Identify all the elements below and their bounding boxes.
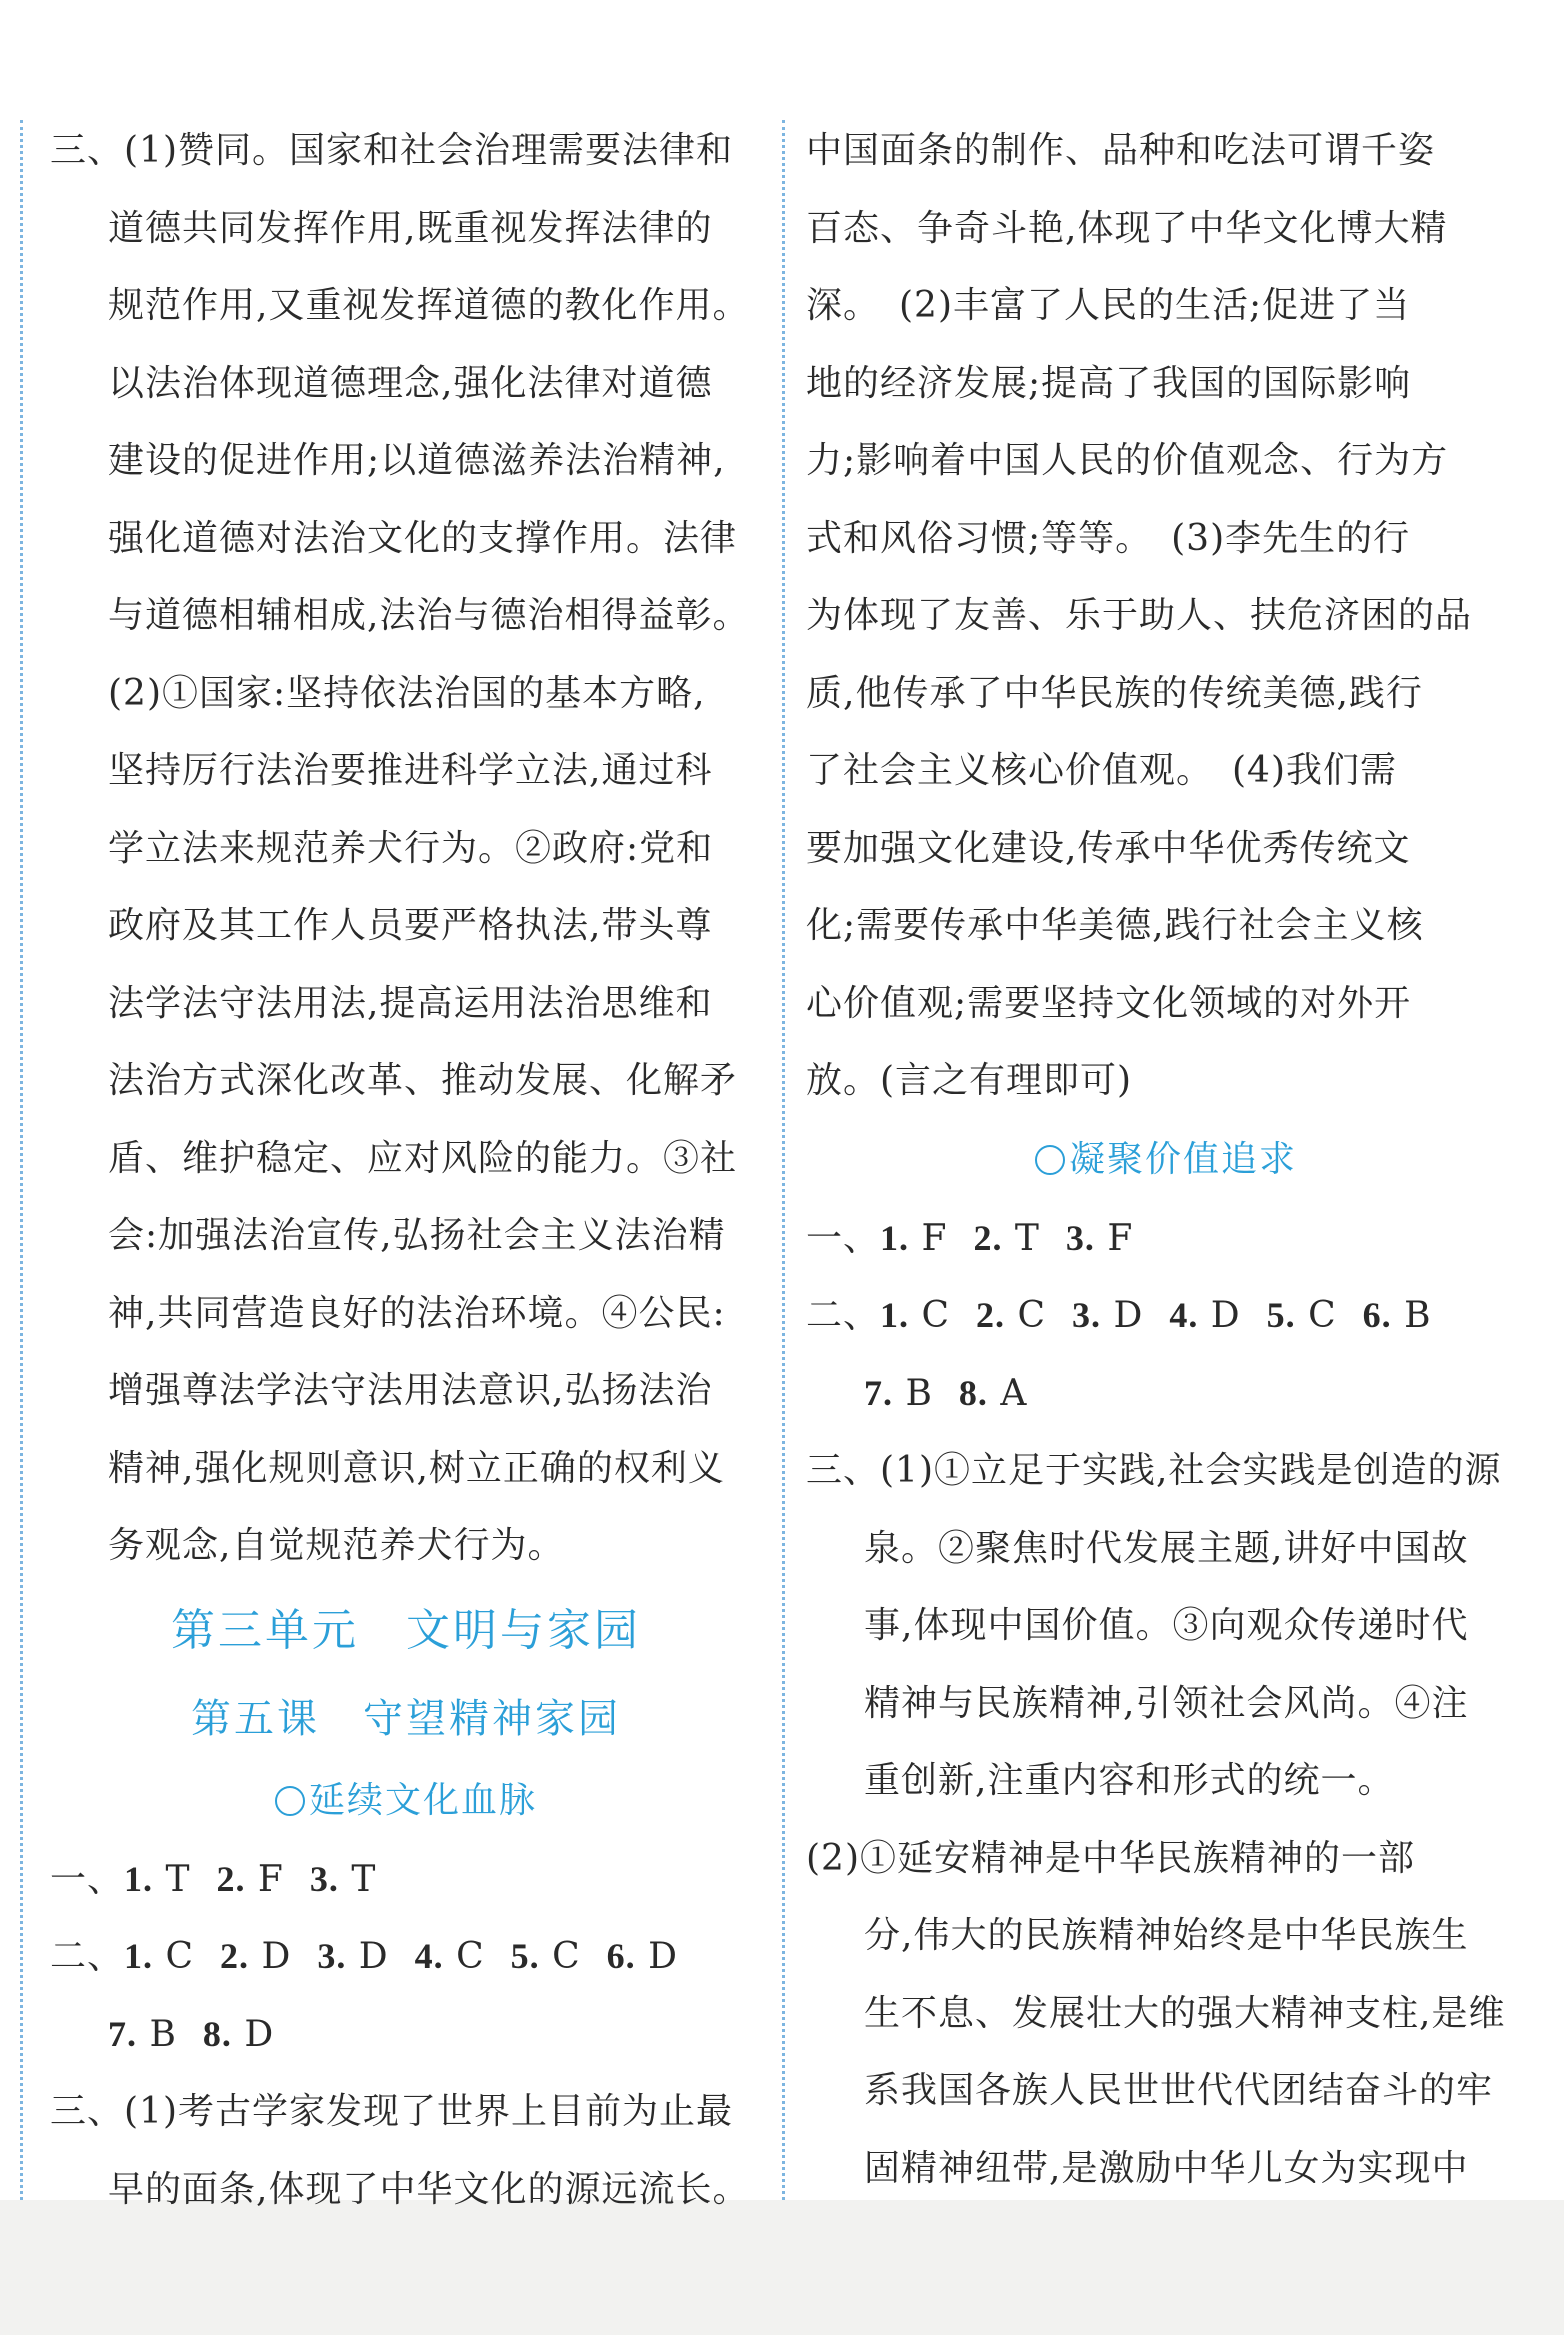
text-line: 了社会主义核心价值观。 (4)我们需	[806, 750, 1397, 791]
text-line: 重创新,注重内容和形式的统一。	[864, 1760, 1395, 1801]
text-line: 三、(1)赞同。国家和社会治理需要法律和	[50, 130, 733, 171]
lesson-title: 第五课 守望精神家园	[191, 1695, 621, 1742]
answer-item: 8. A	[958, 1372, 1028, 1414]
section-title-right	[806, 1120, 1526, 1200]
answers-row-1-right	[806, 1200, 1526, 1278]
text-line: 固精神纽带,是激励中华儿女为实现中	[864, 2147, 1469, 2189]
text-line: 中国面条的制作、品种和吃法可谓千姿	[806, 130, 1436, 171]
answer-section-prefix: 一、	[806, 1217, 881, 1259]
answer-item: 2. F	[216, 1858, 284, 1900]
answer-item: 5. C	[1266, 1295, 1337, 1336]
circle-icon	[1035, 1145, 1065, 1175]
text-line: 强化道德对法治文化的支撑作用。法律	[108, 517, 738, 559]
text-line: 分,伟大的民族精神始终是中华民族生	[864, 1915, 1469, 1956]
answer-item: 4. D	[1169, 1295, 1241, 1336]
answer-section-prefix: 二、	[806, 1295, 881, 1336]
text-line: 会:加强法治宣传,弘扬社会主义法治精	[108, 1215, 726, 1256]
text-line: 盾、维护稳定、应对风险的能力。③社	[108, 1137, 738, 1179]
left-column	[50, 112, 762, 2228]
left-answer-block-2	[50, 2073, 762, 2228]
text-line: 三、(1)①立足于实践,社会实践是创造的源	[806, 1450, 1502, 1491]
answer-item: 3. D	[1072, 1295, 1144, 1336]
right-answer-block-2	[806, 1432, 1526, 2207]
text-line: 为体现了友善、乐于助人、扶危济困的品	[806, 595, 1473, 636]
answer-item: 7. B	[108, 2013, 177, 2055]
answer-item: 3. D	[317, 1936, 389, 1977]
text-line: 地的经济发展;提高了我国的国际影响	[806, 362, 1412, 404]
text-line: 学立法来规范养犬行为。②政府:党和	[108, 827, 714, 869]
answer-item: 1. F	[880, 1217, 948, 1259]
text-line: 精神,强化规则意识,树立正确的权利义	[108, 1447, 725, 1489]
text-line: 力;影响着中国人民的价值观念、行为方	[806, 440, 1449, 481]
answer-item: 1. C	[124, 1936, 195, 1977]
answer-item: 6. D	[606, 1936, 678, 1977]
section-title-left	[50, 1761, 762, 1841]
section-title-text: 延续文化血脉	[308, 1779, 537, 1821]
text-line: 与道德相辅相成,法治与德治相得益彰。	[108, 595, 750, 636]
text-line: (2)①国家:坚持依法治国的基本方略,	[108, 672, 706, 714]
text-line: 化;需要传承中华美德,践行社会主义核	[806, 905, 1424, 946]
answer-item: 3. T	[309, 1858, 377, 1900]
text-line: 法治方式深化改革、推动发展、化解矛	[108, 1060, 738, 1101]
text-line: 要加强文化建设,传承中华优秀传统文	[806, 827, 1411, 869]
text-line: 法学法守法用法,提高运用法治思维和	[108, 982, 713, 1024]
text-line: 泉。②聚焦时代发展主题,讲好中国故	[864, 1527, 1469, 1569]
text-line: 坚持厉行法治要推进科学立法,通过科	[108, 750, 713, 791]
text-line: 百态、争奇斗艳,体现了中华文化博大精	[806, 207, 1448, 249]
answer-item: 1. C	[880, 1295, 951, 1336]
answers-row-2-right	[806, 1277, 1526, 1355]
text-line: 深。 (2)丰富了人民的生活;促进了当	[806, 285, 1411, 326]
right-column	[806, 112, 1526, 2207]
text-line: 神,共同营造良好的法治环境。④公民:	[108, 1292, 726, 1334]
answers-row-2b-right	[806, 1355, 1526, 1433]
text-line: 生不息、发展壮大的强大精神支柱,是维	[864, 1992, 1506, 2034]
text-line: 事,体现中国价值。③向观众传递时代	[864, 1605, 1469, 1646]
answer-item: 6. B	[1362, 1295, 1432, 1336]
right-answer-block-1	[806, 112, 1526, 1120]
text-line: 质,他传承了中华民族的传统美德,践行	[806, 672, 1423, 714]
answer-section-prefix: 二、	[50, 1936, 125, 1977]
answer-section-prefix: 一、	[50, 1858, 125, 1900]
answer-item: 8. D	[202, 2013, 275, 2055]
answer-item: 2. C	[976, 1295, 1047, 1336]
answers-row-1-left	[50, 1841, 762, 1919]
left-answer-block-1	[50, 112, 762, 1585]
column-divider	[782, 120, 785, 2200]
answer-item: 2. D	[220, 1936, 292, 1977]
text-line: 早的面条,体现了中华文化的源远流长。	[108, 2168, 750, 2210]
left-dotted-rule	[20, 120, 23, 2200]
text-line: 式和风俗习惯;等等。 (3)李先生的行	[806, 517, 1411, 559]
text-line: 心价值观;需要坚持文化领域的对外开	[806, 982, 1412, 1024]
circle-icon	[275, 1786, 305, 1816]
answer-item: 1. T	[124, 1858, 191, 1900]
text-line: 系我国各族人民世世代代团结奋斗的牢	[864, 2070, 1494, 2111]
text-line: 务观念,自觉规范养犬行为。	[108, 1525, 565, 1566]
text-line: 三、(1)考古学家发现了世界上目前为止最	[50, 2091, 733, 2132]
text-line: 规范作用,又重视发挥道德的教化作用。	[108, 285, 750, 326]
answers-row-2b-left	[50, 1996, 762, 2074]
text-line: 建设的促进作用;以道德滋养法治精神,	[108, 440, 726, 481]
text-line: 精神与民族精神,引领社会风尚。④注	[864, 1682, 1469, 1724]
text-line: 放。(言之有理即可)	[806, 1060, 1133, 1101]
answer-item: 3. F	[1065, 1217, 1134, 1259]
text-line: 政府及其工作人员要严格执法,带头尊	[108, 905, 713, 946]
unit-title: 第三单元 文明与家园	[171, 1604, 641, 1656]
answer-item: 7. B	[864, 1372, 933, 1414]
answer-item: 4. C	[414, 1936, 485, 1977]
text-line: 以法治体现道德理念,强化法律对道德	[108, 362, 713, 404]
section-title-text: 凝聚价值追求	[1068, 1138, 1297, 1180]
text-line: (2)①延安精神是中华民族精神的一部	[806, 1837, 1415, 1879]
text-line: 增强尊法学法守法用法意识,弘扬法治	[108, 1370, 713, 1411]
answers-row-2-left	[50, 1918, 762, 1996]
answer-item: 5. C	[510, 1936, 581, 1977]
answer-item: 2. T	[973, 1217, 1040, 1259]
text-line: 道德共同发挥作用,既重视发挥法律的	[108, 207, 713, 249]
